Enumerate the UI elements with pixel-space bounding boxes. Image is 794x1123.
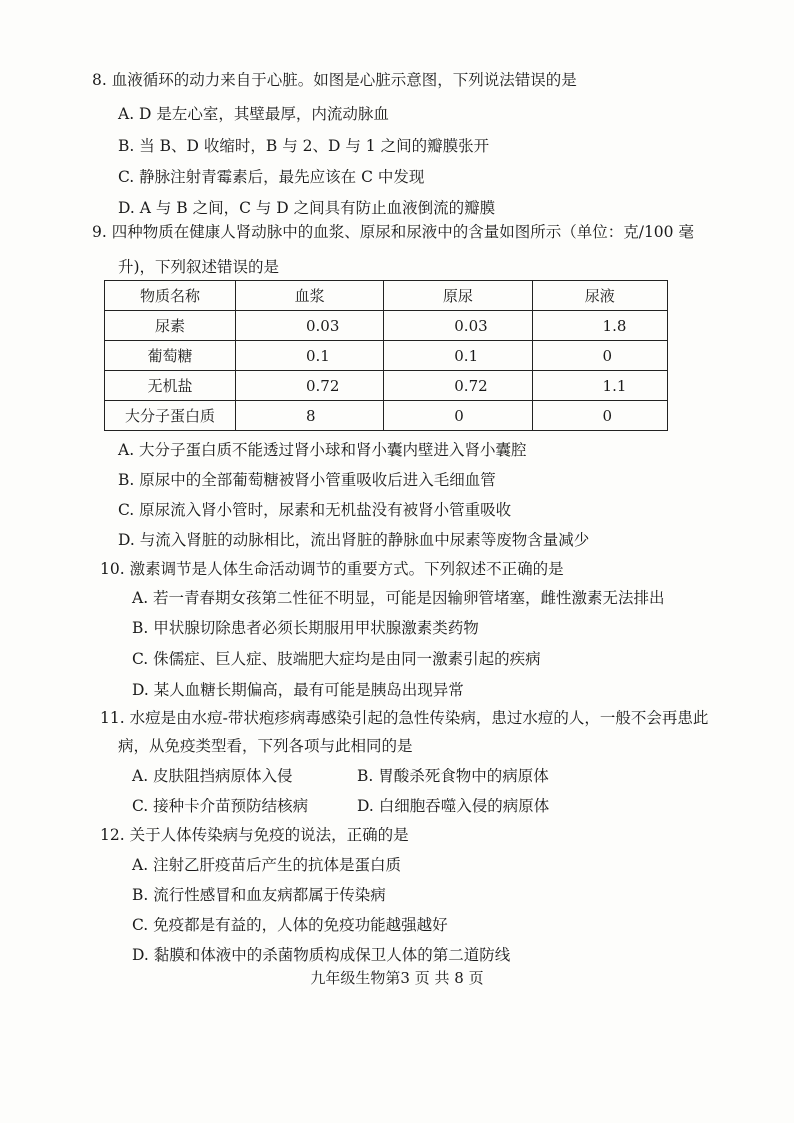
table-row	[105, 401, 668, 431]
table-cell: 无机盐	[105, 371, 236, 401]
table-cell: 1.8	[532, 311, 667, 341]
question-10-option-c: C. 侏儒症、巨人症、肢端肥大症均是由同一激素引起的疾病	[132, 650, 541, 668]
table-cell: 大分子蛋白质	[105, 401, 236, 431]
substance-table	[104, 280, 668, 431]
question-11-option-d: D. 白细胞吞噬入侵的病原体	[357, 797, 550, 815]
table-cell: 0.1	[384, 341, 532, 371]
table-cell: 尿素	[105, 311, 236, 341]
table-cell: 1.1	[532, 371, 667, 401]
question-11-stem-line1: 11. 水痘是由水痘-带状疱疹病毒感染引起的急性传染病，患过水痘的人，一般不会再患此	[100, 709, 709, 727]
question-12-stem: 12. 关于人体传染病与免疫的说法，正确的是	[100, 826, 409, 844]
table-cell: 0	[532, 341, 667, 371]
table-header-row	[105, 281, 668, 311]
question-8-option-c: C. 静脉注射青霉素后，最先应该在 C 中发现	[118, 168, 425, 186]
question-9-option-b: B. 原尿中的全部葡萄糖被肾小管重吸收后进入毛细血管	[118, 471, 496, 489]
question-10-option-b: B. 甲状腺切除患者必须长期服用甲状腺激素类药物	[132, 619, 479, 637]
question-12-option-d: D. 黏膜和体液中的杀菌物质构成保卫人体的第二道防线	[132, 946, 511, 964]
table-header: 物质名称	[105, 281, 236, 311]
table-header: 血浆	[236, 281, 384, 311]
question-9-stem-line1: 9. 四种物质在健康人肾动脉中的血浆、原尿和尿液中的含量如图所示（单位：克/100 毫	[92, 223, 694, 241]
question-9-option-d: D. 与流入肾脏的动脉相比，流出肾脏的静脉血中尿素等废物含量减少	[118, 531, 590, 549]
question-12-option-a: A. 注射乙肝疫苗后产生的抗体是蛋白质	[132, 856, 402, 874]
question-8-option-d: D. A 与 B 之间，C 与 D 之间具有防止血液倒流的瓣膜	[118, 199, 496, 217]
question-10-stem: 10. 激素调节是人体生命活动调节的重要方式。下列叙述不正确的是	[100, 560, 564, 578]
table-cell: 0.1	[236, 341, 384, 371]
question-12-option-c: C. 免疫都是有益的，人体的免疫功能越强越好	[132, 916, 448, 934]
question-11-option-b: B. 胃酸杀死食物中的病原体	[357, 767, 549, 785]
table-cell: 葡萄糖	[105, 341, 236, 371]
table-row	[105, 371, 668, 401]
question-11-stem-line2: 病，从免疫类型看，下列各项与此相同的是	[118, 737, 413, 755]
question-11-option-c: C. 接种卡介苗预防结核病	[132, 797, 309, 815]
table-cell: 0.72	[236, 371, 384, 401]
table-header: 尿液	[532, 281, 667, 311]
question-8-option-a: A. D 是左心室，其壁最厚，内流动脉血	[118, 105, 389, 123]
question-10-option-d: D. 某人血糖长期偏高，最有可能是胰岛出现异常	[132, 681, 464, 699]
table-cell: 0.03	[236, 311, 384, 341]
table-row	[105, 311, 668, 341]
question-8-stem: 8. 血液循环的动力来自于心脏。如图是心脏示意图，下列说法错误的是	[92, 71, 577, 89]
page-footer: 九年级生物第3 页 共 8 页	[310, 969, 484, 987]
question-9-option-c: C. 原尿流入肾小管时，尿素和无机盐没有被肾小管重吸收	[118, 501, 512, 519]
question-11-option-a: A. 皮肤阻挡病原体入侵	[132, 767, 293, 785]
table-header: 原尿	[384, 281, 532, 311]
question-10-option-a: A. 若一青春期女孩第二性征不明显，可能是因输卵管堵塞，雌性激素无法排出	[132, 589, 665, 607]
question-12-option-b: B. 流行性感冒和血友病都属于传染病	[132, 886, 386, 904]
table-cell: 0.03	[384, 311, 532, 341]
question-9-stem-line2: 升)，下列叙述错误的是	[118, 258, 280, 276]
table-cell: 8	[236, 401, 384, 431]
table-cell: 0	[384, 401, 532, 431]
table-cell: 0	[532, 401, 667, 431]
table-cell: 0.72	[384, 371, 532, 401]
question-9-option-a: A. 大分子蛋白质不能透过肾小球和肾小囊内壁进入肾小囊腔	[118, 441, 527, 459]
question-8-option-b: B. 当 B、D 收缩时，B 与 2、D 与 1 之间的瓣膜张开	[118, 137, 490, 155]
table-row	[105, 341, 668, 371]
